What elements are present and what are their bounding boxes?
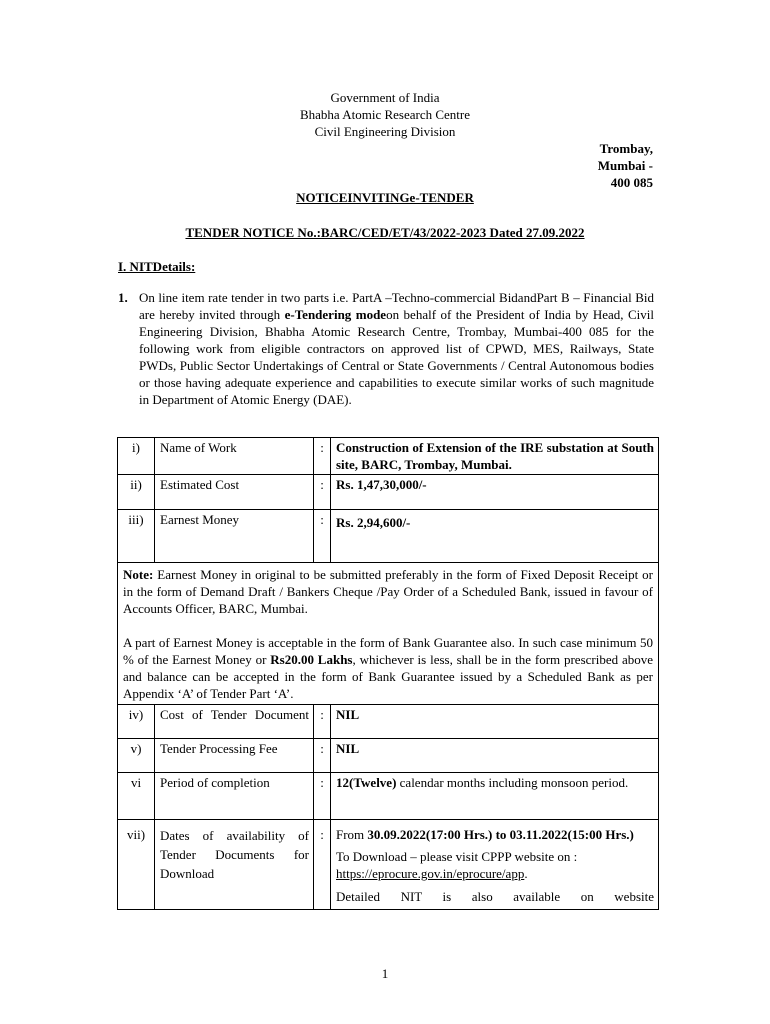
row-value: Rs. 2,94,600/- xyxy=(331,510,659,563)
row-label: Dates of availability of Tender Documents for Download xyxy=(155,820,314,910)
row-number: iii) xyxy=(118,510,155,563)
row-value: Construction of Extension of the IRE substation at South site, BARC, Trombay, Mumbai. xyxy=(331,438,659,475)
note-text-bold: Rs20.00 Lakhs xyxy=(270,652,353,667)
paragraph-text-a: On line item rate tender in two parts i.e. PartA –Techno-commercial BidandPart B – Financial Bid are hereby invited through xyxy=(139,290,654,322)
row-number: v) xyxy=(118,739,155,773)
row-number: ii) xyxy=(118,475,155,510)
table-row xyxy=(118,510,659,563)
row-value: NIL xyxy=(331,705,659,739)
period-rest: calendar months including monsoon period. xyxy=(396,775,629,790)
detailed-nit-text: Detailed NIT is also available on website xyxy=(336,889,654,904)
document-header xyxy=(0,89,770,140)
row-colon: : xyxy=(314,739,331,773)
page-number: 1 xyxy=(381,966,389,981)
note-text-a: A part of Earnest Money is acceptable in the form of Bank Guarantee also. In such case minimum 50 % of the Earnest Money or xyxy=(123,635,653,667)
location-block xyxy=(598,140,653,191)
table-row-note xyxy=(118,563,659,705)
row-colon: : xyxy=(314,510,331,563)
download-suffix: . xyxy=(524,866,528,881)
paragraph-1 xyxy=(118,289,654,408)
location-line-1: Trombay, xyxy=(599,141,653,156)
row-value xyxy=(331,773,659,820)
paragraph-text xyxy=(139,289,654,408)
tender-number: TENDER NOTICE No.:BARC/CED/ET/43/2022-2023 Dated 27.09.2022 xyxy=(185,225,585,240)
note-text-b: , whichever is less, shall be in the form prescribed above and balance can be accepted in the form of Bank Guarantee issued by a Scheduled Bank as per Appendix ‘A’ of Tender Part ‘A’. xyxy=(123,652,653,701)
header-line-1: Government of India xyxy=(330,90,440,105)
row-label: Estimated Cost xyxy=(155,475,314,510)
table-row xyxy=(118,438,659,475)
header-line-2: Bhabha Atomic Research Centre xyxy=(299,107,471,122)
row-colon: : xyxy=(314,438,331,475)
dates-line xyxy=(336,826,654,843)
cppp-link[interactable]: https://eprocure.gov.in/eprocure/app xyxy=(336,866,525,881)
row-number: i) xyxy=(118,438,155,475)
row-colon: : xyxy=(314,475,331,510)
table-row xyxy=(118,820,659,910)
row-label: Name of Work xyxy=(155,438,314,475)
paragraph-text-b: on behalf of the President of India by Head, Civil Engineering Division, Bhabha Atomic Research Centre, Trombay, Mumbai-400 085 for the following work from eligible contractors on approved list of CPWD, MES, Railways, State PWDs, Public Sector Undertakings of Central or State Governments / Central Autonomous bodies or those having adequate experience and capabilities to execute similar works of such magnitude in Department of Atomic Energy (DAE). xyxy=(139,307,654,407)
paragraph-text-bold: e-Tendering mode xyxy=(284,307,387,322)
note-paragraph-1 xyxy=(123,566,653,617)
table-row xyxy=(118,739,659,773)
download-text: To Download – please visit CPPP website on : xyxy=(336,849,578,864)
row-number: iv) xyxy=(118,705,155,739)
note-cell xyxy=(118,563,659,705)
row-number: vii) xyxy=(118,820,155,910)
row-label: Earnest Money xyxy=(155,510,314,563)
table-row xyxy=(118,475,659,510)
note-label: Note: xyxy=(123,567,154,582)
dates-prefix: From xyxy=(336,827,368,842)
notice-title: NOTICEINVITINGe-TENDER xyxy=(296,190,474,205)
row-colon: : xyxy=(314,820,331,910)
row-colon: : xyxy=(314,705,331,739)
row-value xyxy=(331,820,659,910)
location-line-2: Mumbai - xyxy=(597,158,653,173)
header-line-3: Civil Engineering Division xyxy=(314,124,456,139)
row-value: Rs. 1,47,30,000/- xyxy=(331,475,659,510)
row-label: Tender Processing Fee xyxy=(155,739,314,773)
note-text: Earnest Money in original to be submitted preferably in the form of Fixed Deposit Receipt or in the form of Demand Draft / Bankers Cheque /Pay Order of a Scheduled Bank, issued in favour of Accounts Officer, BARC, Mumbai. xyxy=(123,567,653,616)
row-colon: : xyxy=(314,773,331,820)
row-value: NIL xyxy=(331,739,659,773)
location-line-3: 400 085 xyxy=(610,175,653,190)
table-row xyxy=(118,773,659,820)
download-link-line xyxy=(336,865,654,882)
nit-details-table xyxy=(117,437,659,910)
note-paragraph-2 xyxy=(123,634,653,702)
period-bold: 12(Twelve) xyxy=(336,775,397,790)
section-title: I. NITDetails: xyxy=(118,259,196,274)
paragraph-number: 1. xyxy=(118,290,128,305)
row-number: vi xyxy=(118,773,155,820)
table-row xyxy=(118,705,659,739)
dates-bold: 30.09.2022(17:00 Hrs.) to 03.11.2022(15:00 Hrs.) xyxy=(367,827,634,842)
row-label: Period of completion xyxy=(155,773,314,820)
row-label: Cost of Tender Document xyxy=(155,705,314,739)
